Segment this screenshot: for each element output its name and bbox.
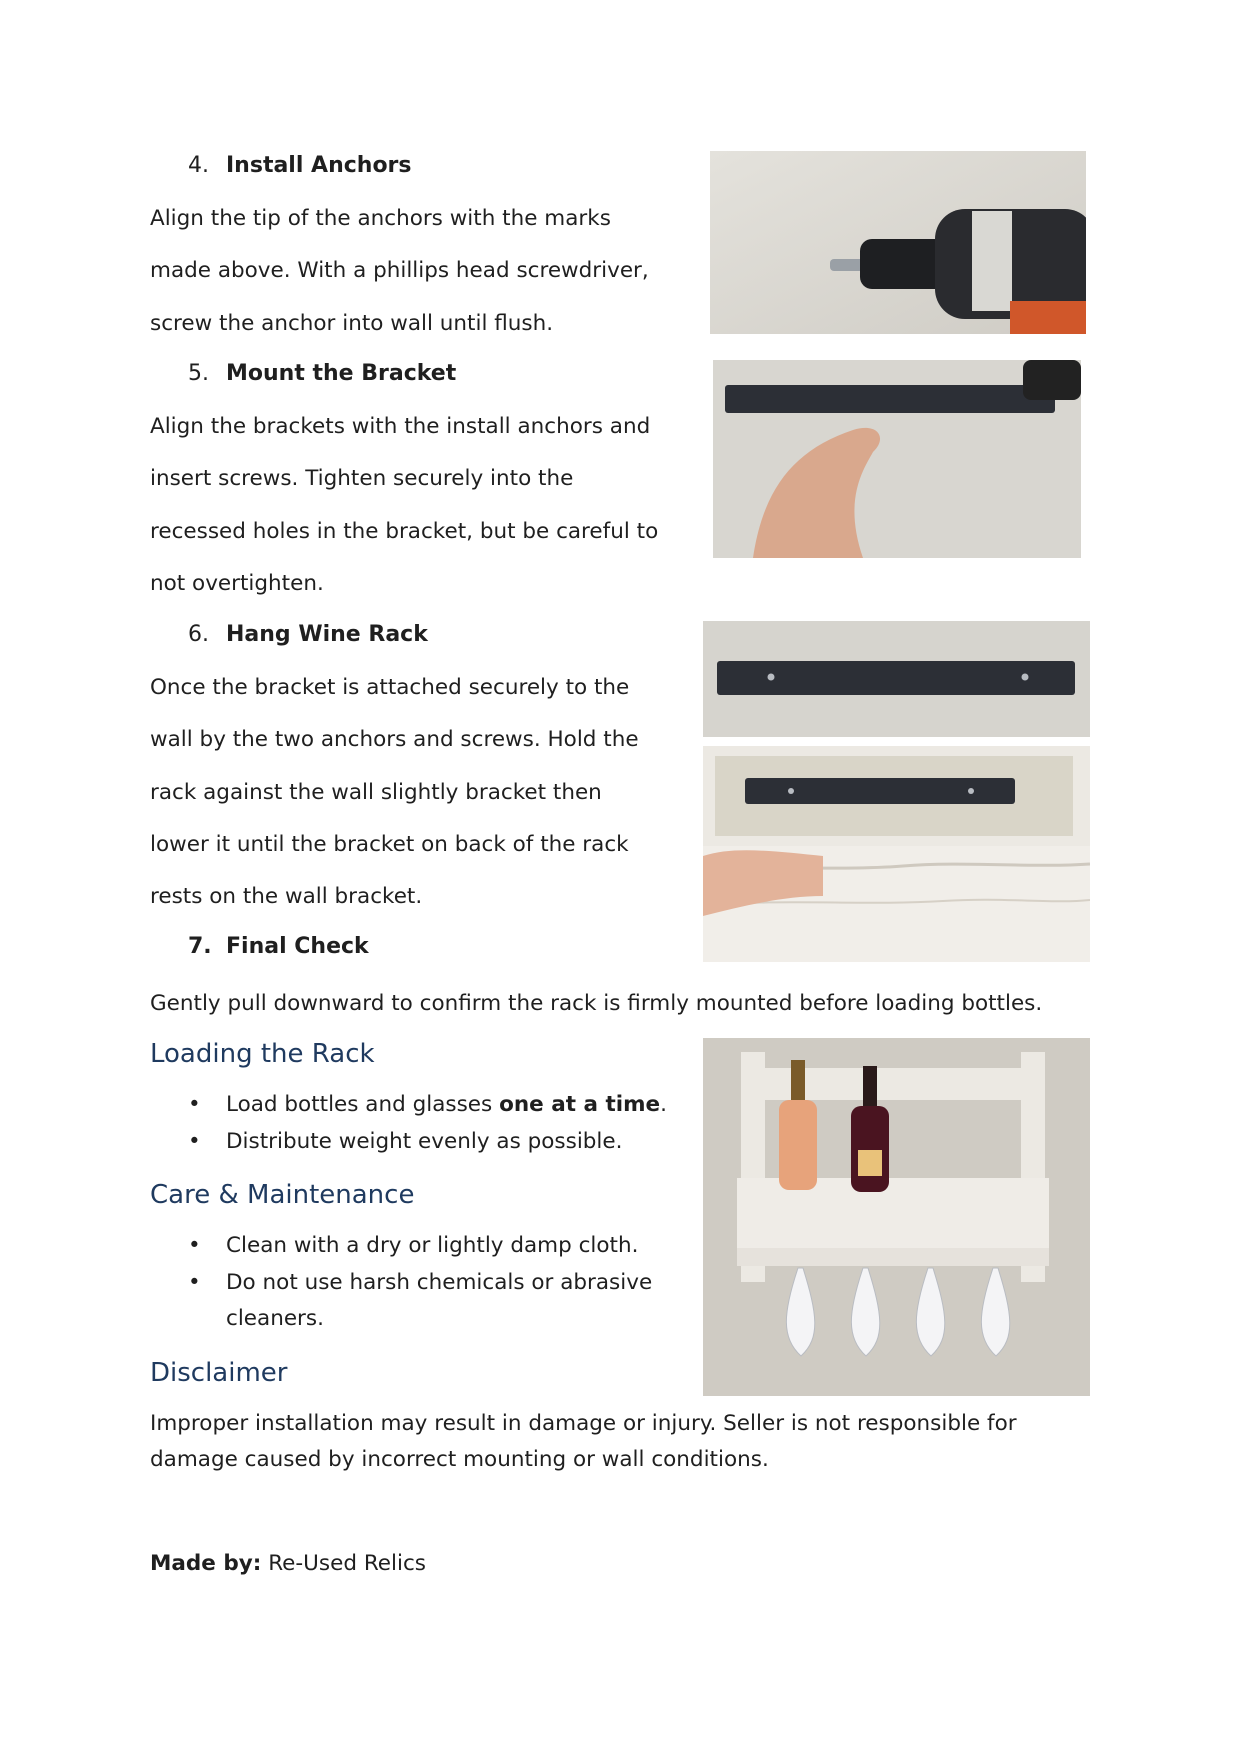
rack-hanging-photo xyxy=(703,746,1090,962)
list-item: • Do not use harsh chemicals or abrasive cleaners. xyxy=(188,1265,668,1337)
finished-rack-photo xyxy=(703,1038,1090,1396)
step-7-heading: 7. Final Check xyxy=(188,934,369,959)
drill-anchor-photo xyxy=(710,151,1086,334)
loading-heading: Loading the Rack xyxy=(150,1039,375,1069)
bullet-icon: • xyxy=(188,1092,201,1117)
list-item: • Distribute weight evenly as possible. xyxy=(188,1124,668,1160)
disclaimer-line: damage caused by incorrect mounting or wall conditions. xyxy=(150,1447,769,1472)
step-7-text: Gently pull downward to confirm the rack is firmly mounted before loading bottles. xyxy=(150,991,1043,1016)
bullet-icon: • xyxy=(188,1270,201,1295)
care-heading: Care & Maintenance xyxy=(150,1180,415,1210)
step-6-heading: 6. Hang Wine Rack xyxy=(188,622,428,647)
bracket-on-wall-photo xyxy=(703,621,1090,737)
made-by: Made by: Re-Used Relics xyxy=(150,1551,426,1576)
disclaimer-heading: Disclaimer xyxy=(150,1358,288,1388)
bullet-icon: • xyxy=(188,1233,201,1258)
bullet-icon: • xyxy=(188,1129,201,1154)
bracket-mount-photo xyxy=(713,360,1081,558)
step-4-heading: 4. Install Anchors xyxy=(188,153,412,178)
step-6-text: Once the bracket is attached securely to the wall by the two anchors and screws. Hold the rack against the wall slightly bracket then lower it until the bracket on back of the rack rests on the wall bracket. xyxy=(150,675,639,910)
list-item: • Clean with a dry or lightly damp cloth. xyxy=(188,1228,668,1264)
list-item: • Load bottles and glasses one at a time. xyxy=(188,1087,668,1123)
step-4-text: Align the tip of the anchors with the marks made above. With a phillips head screwdriver, screw the anchor into wall until flush. xyxy=(150,206,649,336)
step-5-heading: 5. Mount the Bracket xyxy=(188,361,457,386)
step-5-text: Align the brackets with the install anchors and insert screws. Tighten securely into the recessed holes in the bracket, but be careful to not overtighten. xyxy=(150,414,659,596)
disclaimer-line: Improper installation may result in damage or injury. Seller is not responsible for xyxy=(150,1411,1017,1436)
